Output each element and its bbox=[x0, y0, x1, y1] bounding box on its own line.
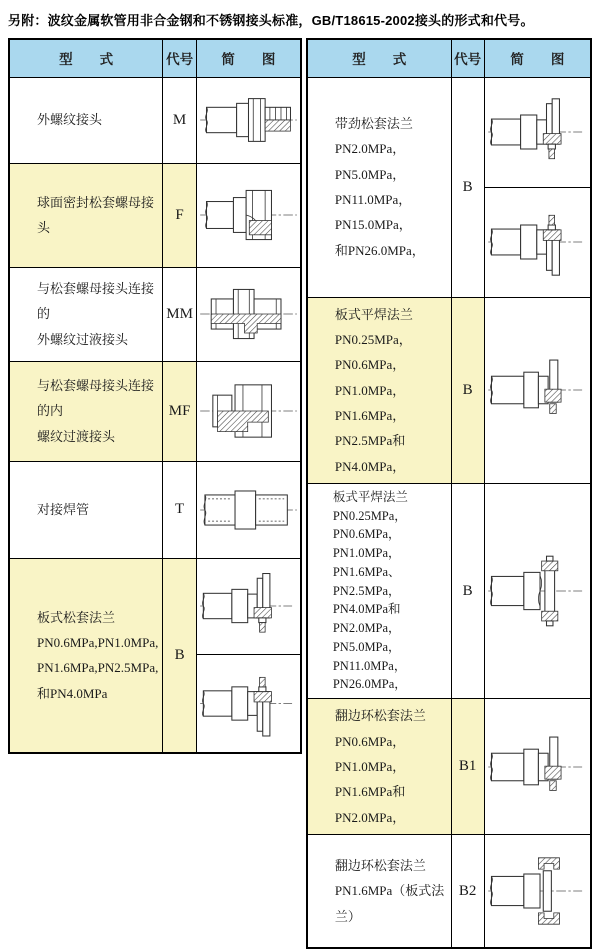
header-type: 型 式 bbox=[9, 39, 163, 77]
type-line: PN11.0MPa，PN15.0MPa， bbox=[334, 192, 412, 233]
type-cell bbox=[9, 77, 163, 163]
header-row bbox=[9, 39, 301, 77]
code-cell: B bbox=[163, 558, 196, 753]
type-line: PN1.0MPa，PN1.6MPa、 bbox=[332, 546, 401, 579]
type-line: PN1.0MPa，PN1.6MPa， bbox=[334, 382, 406, 423]
butt-weld-pipe-diagram bbox=[197, 465, 300, 555]
header-diagram: 简 图 bbox=[484, 39, 591, 77]
table-row bbox=[9, 267, 301, 361]
type-line: 翻边环松套法兰 bbox=[334, 858, 426, 874]
table-row bbox=[307, 699, 591, 835]
code-cell: B2 bbox=[451, 834, 484, 948]
flanged-ring-loose-flange-diagram bbox=[485, 713, 590, 821]
type-line: PN2.5MPa，PN4.0MPa和 bbox=[332, 583, 401, 617]
diagram-cell bbox=[484, 834, 591, 948]
plate-flat-weld-flange-symmetric-diagram bbox=[485, 538, 590, 644]
plate-flat-weld-flange-diagram bbox=[485, 336, 590, 444]
necked-loose-flange-view1-diagram bbox=[485, 80, 590, 184]
type-line: PN2.0MPa，PN5.0MPa， bbox=[334, 141, 406, 182]
page-title: 另附：波纹金属软管用非合金钢和不锈钢接头标准，GB/T18615-2002接头的形式和代号。 bbox=[8, 13, 534, 28]
right-table bbox=[306, 38, 592, 949]
type-line: PN1.6MPa,PN2.5MPa, bbox=[37, 660, 159, 676]
diagram-cell bbox=[196, 77, 301, 163]
type-line: 和PN26.0MPa， bbox=[334, 242, 425, 258]
type-line: PN2.0MPa，PN5.0MPa， bbox=[332, 621, 401, 654]
type-cell bbox=[9, 267, 163, 361]
table-row bbox=[307, 77, 591, 187]
type-line: 带劲松套法兰 bbox=[334, 115, 413, 131]
table-row bbox=[307, 297, 591, 483]
code-cell: MM bbox=[163, 267, 196, 361]
diagram-cell bbox=[196, 361, 301, 461]
table-row bbox=[9, 558, 301, 654]
type-line: 对接焊管 bbox=[37, 501, 90, 517]
male-thread-transition-joint-diagram bbox=[197, 269, 300, 359]
code-cell: B bbox=[451, 483, 484, 698]
diagram-cell bbox=[196, 654, 301, 753]
type-line: PN0.25MPa，PN0.6MPa， bbox=[334, 331, 412, 373]
type-line: PN11.0MPa，PN26.0MPa， bbox=[332, 658, 407, 692]
code-cell: M bbox=[163, 77, 196, 163]
type-line: PN0.25MPa，PN0.6MPa， bbox=[332, 508, 407, 542]
type-line: 外螺纹过液接头 bbox=[37, 331, 129, 347]
type-line: 和PN4.0MPa bbox=[37, 685, 108, 701]
code-cell: B bbox=[451, 77, 484, 297]
plate-loose-flange-view1-diagram bbox=[197, 560, 300, 652]
type-line: 螺纹过渡接头 bbox=[37, 428, 116, 444]
diagram-cell bbox=[196, 163, 301, 267]
type-line: 翻边环松套法兰 bbox=[334, 708, 426, 724]
code-cell: B1 bbox=[451, 699, 484, 835]
type-line: PN1.6MPa（板式法兰） bbox=[334, 883, 445, 924]
table-row bbox=[9, 77, 301, 163]
type-line: 板式平焊法兰 bbox=[334, 306, 413, 322]
header-code: 代号 bbox=[163, 39, 196, 77]
table-row bbox=[307, 483, 591, 698]
header-diagram: 简 图 bbox=[196, 39, 301, 77]
table-row bbox=[307, 834, 591, 948]
type-line: PN0.6MPa，PN1.0MPa， bbox=[334, 733, 406, 774]
type-line: 与松套螺母接头连接的内 bbox=[37, 377, 155, 419]
header-row bbox=[307, 39, 591, 77]
diagram-cell bbox=[196, 461, 301, 558]
type-cell bbox=[9, 461, 163, 558]
flanged-ring-loose-flange-plate-type-diagram bbox=[485, 838, 590, 944]
type-line: PN2.5MPa和PN4.0MPa， bbox=[334, 433, 406, 474]
type-cell bbox=[307, 699, 451, 835]
table-row bbox=[9, 163, 301, 267]
code-cell: B bbox=[451, 297, 484, 483]
diagram-cell bbox=[196, 558, 301, 654]
header-code: 代号 bbox=[451, 39, 484, 77]
type-line: PN0.6MPa,PN1.0MPa, bbox=[37, 634, 159, 650]
left-table bbox=[8, 38, 302, 754]
diagram-cell bbox=[484, 483, 591, 698]
type-line: 与松套螺母接头连接的 bbox=[37, 280, 155, 322]
diagram-cell bbox=[484, 187, 591, 297]
type-line: 板式松套法兰 bbox=[37, 609, 116, 625]
type-line: 外螺纹接头 bbox=[37, 112, 103, 128]
diagram-cell bbox=[484, 297, 591, 483]
code-cell: F bbox=[163, 163, 196, 267]
type-cell bbox=[9, 361, 163, 461]
diagram-cell bbox=[196, 267, 301, 361]
code-cell: T bbox=[163, 461, 196, 558]
code-cell: MF bbox=[163, 361, 196, 461]
type-cell bbox=[307, 297, 451, 483]
table-row bbox=[9, 461, 301, 558]
plate-loose-flange-view2-diagram bbox=[197, 656, 300, 751]
spherical-seal-loose-nut-joint-diagram bbox=[197, 166, 300, 264]
type-cell bbox=[307, 483, 451, 698]
type-cell bbox=[307, 77, 451, 297]
type-line: 球面密封松套螺母接头 bbox=[37, 194, 155, 235]
tables-container bbox=[8, 38, 592, 949]
header-type: 型 式 bbox=[307, 39, 451, 77]
diagram-cell bbox=[484, 699, 591, 835]
type-cell bbox=[9, 558, 163, 753]
external-thread-joint-diagram bbox=[197, 80, 300, 160]
type-line: 板式平焊法兰 bbox=[332, 489, 408, 504]
type-cell bbox=[307, 834, 451, 948]
type-line: PN1.6MPa和PN2.0MPa， bbox=[334, 784, 406, 825]
female-thread-transition-joint-diagram bbox=[197, 363, 300, 459]
table-row bbox=[9, 361, 301, 461]
necked-loose-flange-view2-diagram bbox=[485, 190, 590, 294]
type-cell bbox=[9, 163, 163, 267]
diagram-cell bbox=[484, 77, 591, 187]
